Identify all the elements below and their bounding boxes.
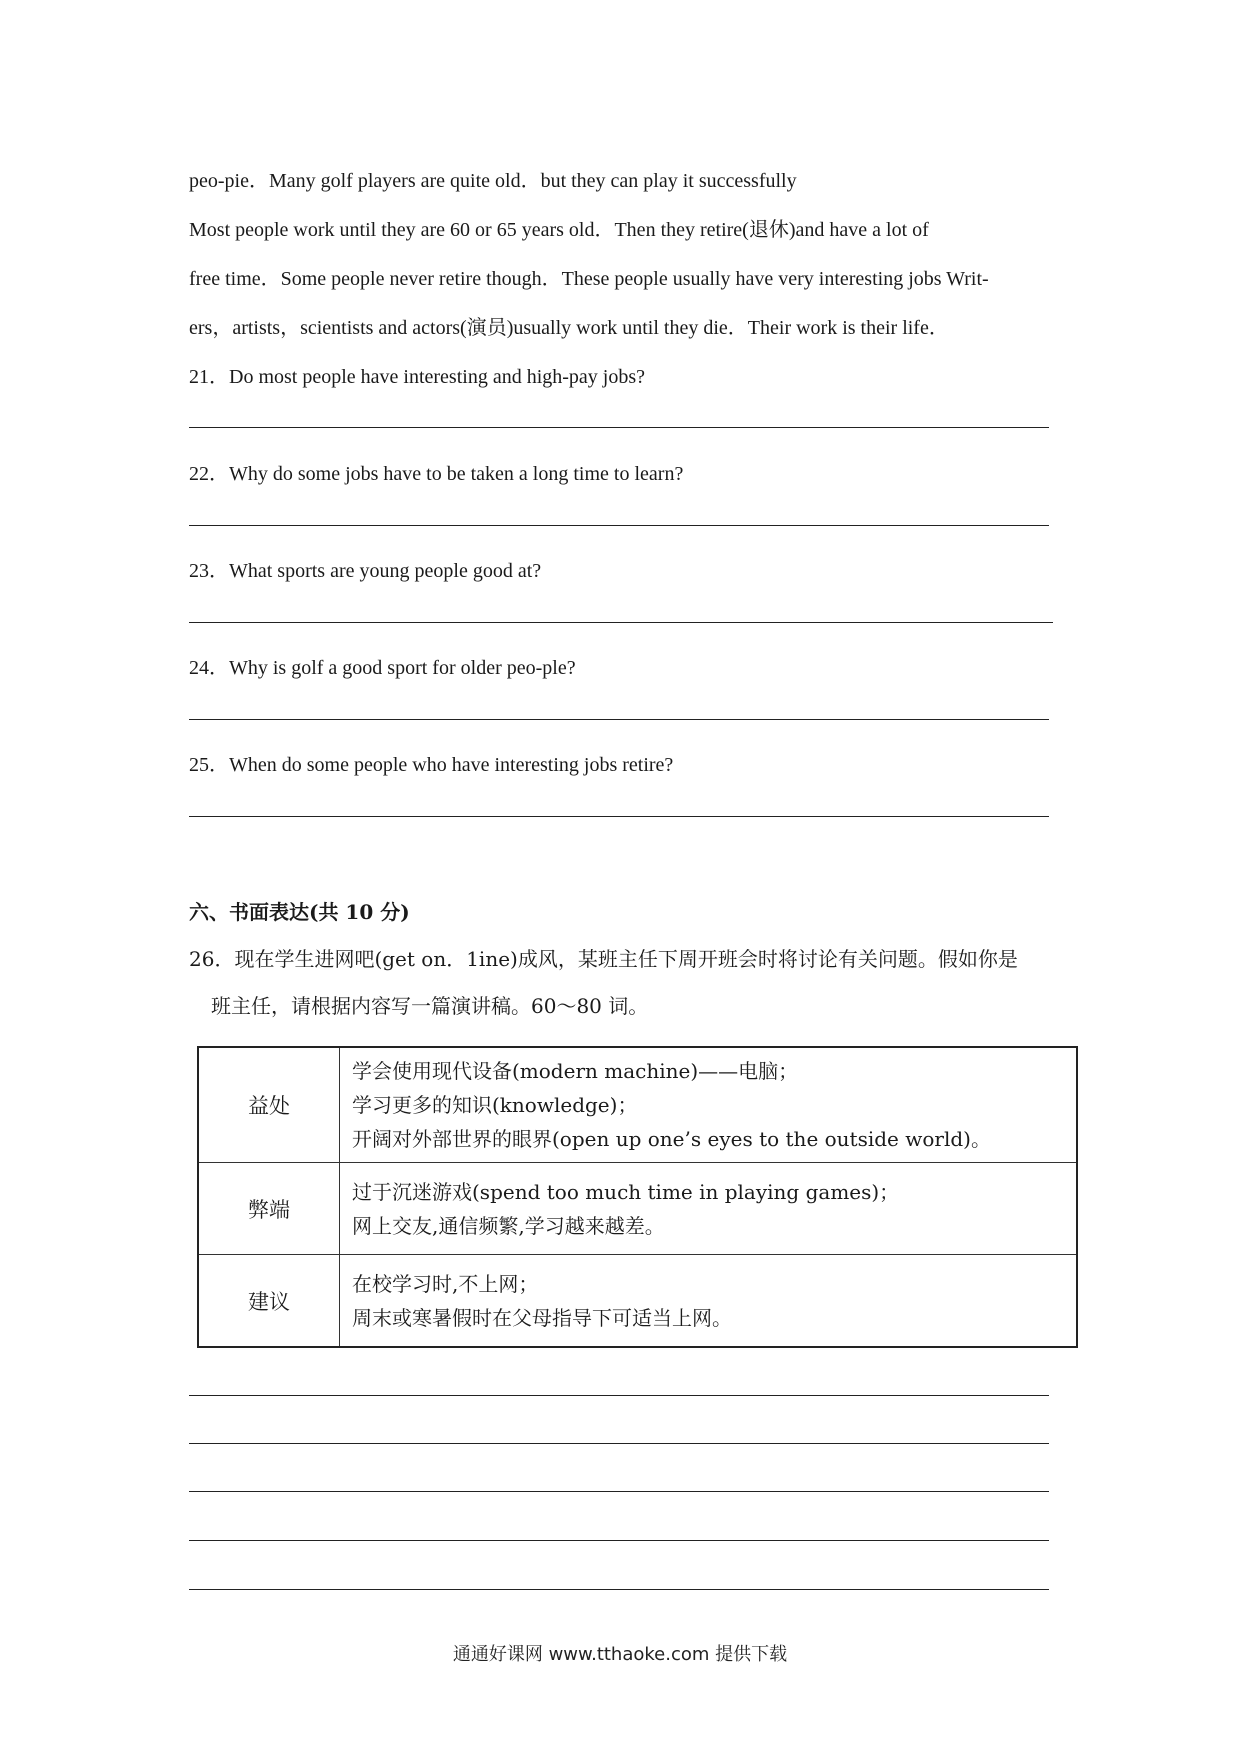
answer-line-21[interactable] [189,427,1049,428]
question-22: 22．Why do some jobs have to be taken a long time to learn? [189,463,684,485]
table-row-drawbacks [198,1162,1077,1254]
passage-line-4: ers，artists，scientists and actors(演员)usually work until they die．Their work is their life． [189,317,949,339]
writing-line-4[interactable] [189,1540,1049,1541]
table-row-suggestions [198,1255,1077,1347]
label-drawbacks: 弊端 [198,1162,340,1254]
answer-line-22[interactable] [189,525,1049,526]
passage-line-2: Most people work until they are 60 or 65 years old．Then they retire(退休)and have a lot of [189,219,929,241]
question-21: 21．Do most people have interesting and high-pay jobs? [189,366,646,388]
benefit-line-2: 学习更多的知识(knowledge)； [352,1092,638,1117]
drawback-line-2: 网上交友,通信频繁,学习越来越差。 [352,1213,665,1238]
task-line-2: 班主任，请根据内容写一篇演讲稿。60～80 词。 [211,994,649,1018]
table-row-benefits [198,1047,1077,1162]
writing-line-2[interactable] [189,1443,1049,1444]
content-benefits [340,1047,1078,1162]
question-23: 23．What sports are young people good at? [189,560,542,582]
suggestion-line-2: 周末或寒暑假时在父母指导下可适当上网。 [352,1305,732,1330]
suggestion-line-1: 在校学习时,不上网； [352,1271,539,1296]
writing-line-1[interactable] [189,1395,1049,1396]
task-line-1: 26．现在学生进网吧(get on．1ine)成风，某班主任下周开班会时将讨论有关问题。假如你是 [189,947,1018,971]
question-24: 24．Why is golf a good sport for older peo-ple? [189,657,576,679]
benefit-line-1: 学会使用现代设备(modern machine)——电脑； [352,1058,799,1083]
drawback-line-1: 过于沉迷游戏(spend too much time in playing games)； [352,1179,900,1204]
label-benefits: 益处 [198,1047,340,1162]
outline-table [197,1046,1078,1348]
content-drawbacks [340,1162,1078,1254]
content-suggestions [340,1255,1078,1347]
answer-line-23[interactable] [189,622,1053,623]
answer-line-24[interactable] [189,719,1049,720]
passage-line-3: free time．Some people never retire though．These people usually have very interesting jobs Writ- [189,268,989,290]
question-25: 25．When do some people who have interesting jobs retire? [189,754,674,776]
section-title: 六、书面表达(共 10 分) [189,900,410,924]
writing-line-5[interactable] [189,1589,1049,1590]
benefit-line-3: 开阔对外部世界的眼界(open up one’s eyes to the outside world)。 [352,1126,991,1151]
label-suggestions: 建议 [198,1255,340,1347]
answer-line-25[interactable] [189,816,1049,817]
passage-line-1: peo-pie．Many golf players are quite old．but they can play it successfully [189,170,797,192]
writing-line-3[interactable] [189,1491,1049,1492]
footer-source: 通通好课网 www.tthaoke.com 提供下载 [452,1644,788,1665]
